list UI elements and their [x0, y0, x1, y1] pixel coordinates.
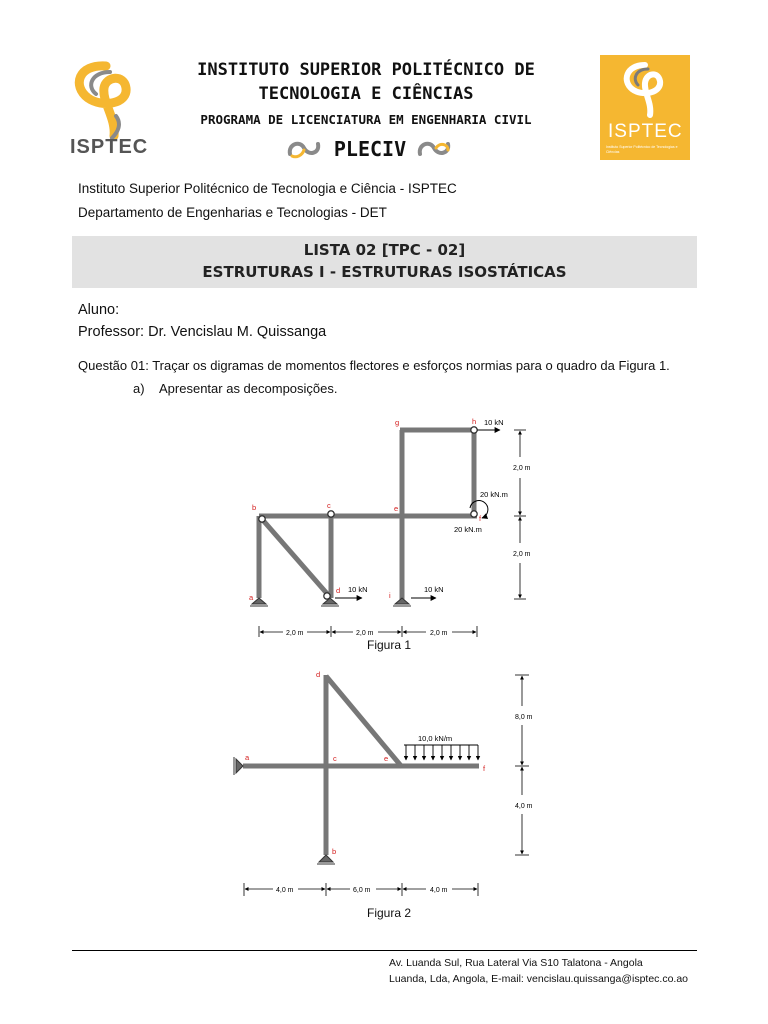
node2-a-label: a [245, 753, 250, 762]
dim2-v2-label: 4,0 m [515, 803, 533, 810]
node-g-label: g [395, 418, 400, 427]
aluno-label: Aluno: [78, 302, 120, 318]
question-text: Questão 01: Traçar os digramas de momentos flectores e esforços normias para o quadro da Figura 1. [78, 358, 670, 373]
node-c-label: c [327, 501, 331, 510]
question-item-a: a) Apresentar as decomposições. [133, 381, 338, 396]
node2-f-label: f [483, 764, 486, 773]
figure2-node-labels [245, 670, 486, 856]
node2-e-label: e [384, 754, 389, 763]
figure2-caption: Figura 2 [366, 906, 412, 920]
node2-c-label: c [333, 754, 337, 763]
node-f-label: f [479, 514, 482, 523]
dim-h1-label: 2,0 m [286, 630, 304, 637]
dim2-h3-label: 4,0 m [430, 887, 448, 894]
node-h-label: h [472, 417, 477, 426]
support-b2-icon [319, 855, 333, 862]
header-title-line2: TECNOLOGIA E CIÊNCIAS [258, 84, 474, 104]
dim2-h2-label: 6,0 m [353, 887, 371, 894]
figure2-dim-v-labels [515, 714, 533, 810]
frame2-supports [234, 757, 335, 864]
header-program: PROGRAMA DE LICENCIATURA EM ENGENHARIA CIVIL [200, 112, 532, 127]
support-a2-icon [236, 759, 243, 773]
logo-left-text: ISPTEC [70, 136, 149, 158]
figure1-caption: Figura 1 [366, 638, 412, 652]
footer-divider [72, 950, 697, 951]
dim2-h1-label: 4,0 m [276, 887, 294, 894]
logo-right-text: ISPTEC [608, 121, 683, 142]
dim-v2-label: 2,0 m [513, 551, 531, 558]
node-a-label: a [249, 593, 254, 602]
node2-d-label: d [316, 670, 321, 679]
node2-b-label: b [332, 847, 337, 856]
banner-line2: ESTRUTURAS I - ESTRUTURAS ISOSTÁTICAS [202, 263, 567, 281]
header-title-line1: INSTITUTO SUPERIOR POLITÉCNICO DE [197, 60, 535, 80]
professor-line: Professor: Dr. Vencislau M. Quissanga [78, 324, 327, 340]
figure2-dims-vertical [515, 675, 529, 855]
distributed-load-arrows-icon [406, 745, 478, 760]
distributed-load-label: 10,0 kN/m [418, 734, 453, 743]
footer-address-line1: Av. Luanda Sul, Rua Lateral Via S10 Talatona - Angola [389, 957, 643, 969]
load-h-label: 10 kN [484, 418, 504, 427]
moment-top-label: 20 kN.m [480, 490, 508, 499]
dim-h2-label: 2,0 m [356, 630, 374, 637]
footer-address-line2: Luanda, Lda, Angola, E-mail: vencislau.quissanga@isptec.co.ao [389, 973, 689, 985]
figure2-dim-h-labels [276, 887, 448, 894]
dim-h3-label: 2,0 m [430, 630, 448, 637]
node-b-label: b [252, 503, 257, 512]
institution-line2: Departamento de Engenharias e Tecnologias - DET [78, 205, 387, 220]
load-i-label: 10 kN [424, 585, 444, 594]
distributed-load [404, 745, 478, 760]
frame2-members [243, 675, 479, 855]
node-d-label: d [336, 586, 341, 595]
dim-v1-label: 2,0 m [513, 465, 531, 472]
banner-line1: LISTA 02 [TPC - 02] [303, 241, 466, 259]
moment-bottom-label: 20 kN.m [454, 525, 482, 534]
node-i-label: i [389, 591, 391, 600]
node-e-label: e [394, 504, 399, 513]
institution-line1: Instituto Superior Politécnico de Tecnologia e Ciência - ISPTEC [78, 181, 457, 196]
load-d-label: 10 kN [348, 585, 368, 594]
logo-right-subtext: Instituto Superior Politécnico de Tecnologias e Ciências [606, 145, 678, 154]
dim2-v1-label: 8,0 m [515, 714, 533, 721]
pleciv-title: PLECIV [333, 137, 407, 161]
